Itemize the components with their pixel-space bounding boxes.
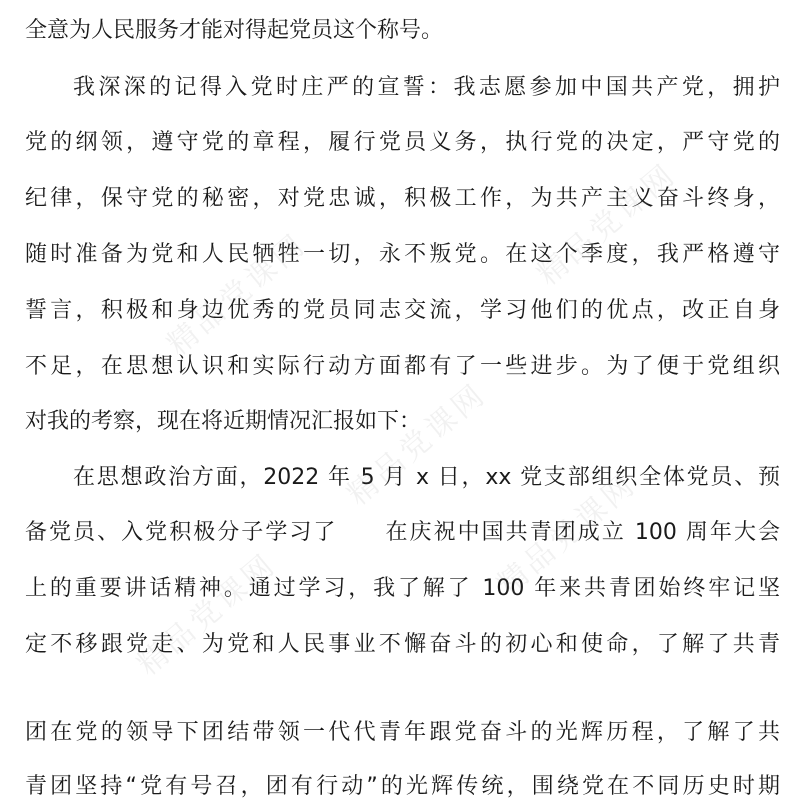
paragraph-line: 随时准备为党和人民牺牲一切，永不叛党。在这个季度，我严格遵守 bbox=[25, 242, 780, 267]
paragraph-line: 备党员、入党积极分子学习了 在庆祝中国共青团成立 100 周年大会 bbox=[25, 520, 780, 545]
watermark: 精品党课网 bbox=[530, 156, 684, 293]
paragraph-line: 全意为人民服务才能对得起党员这个称号。 bbox=[25, 18, 444, 43]
paragraph-line: 上的重要讲话精神。通过学习，我了解了 100 年来共青团始终牢记坚 bbox=[25, 576, 780, 601]
paragraph-line: 不足，在思想认识和实际行动方面都有了一些进步。为了便于党组织 bbox=[25, 354, 780, 379]
watermark: 精品党课网 bbox=[340, 376, 494, 513]
paragraph-line: 纪律，保守党的秘密，对党忠诚，积极工作，为共产主义奋斗终身， bbox=[25, 186, 780, 211]
paragraph-line: 团在党的领导下团结带领一代代青年跟党奋斗的光辉历程，了解了共 bbox=[25, 720, 780, 745]
watermark: 精品党课网 bbox=[160, 226, 314, 363]
paragraph-line: 青团坚持“党有号召，团有行动”的光辉传统，围绕党在不同历史时期 bbox=[25, 774, 780, 799]
paragraph-line: 誓言，积极和身边优秀的党员同志交流，学习他们的优点，改正自身 bbox=[25, 298, 780, 323]
paragraph-line: 在思想政治方面，2022 年 5 月 x 日，xx 党支部组织全体党员、预 bbox=[73, 465, 780, 490]
watermark: 精品党课网 bbox=[130, 546, 284, 683]
paragraph-line: 党的纲领，遵守党的章程，履行党员义务，执行党的决定，严守党的 bbox=[25, 130, 780, 155]
paragraph-line: 对我的考察，现在将近期情况汇报如下： bbox=[25, 409, 422, 434]
paragraph-line: 我深深的记得入党时庄严的宣誓：我志愿参加中国共产党，拥护 bbox=[73, 75, 780, 100]
paragraph-line: 定不移跟党走、为党和人民事业不懈奋斗的初心和使命，了解了共青 bbox=[25, 632, 780, 657]
watermark: 精品党课网 bbox=[490, 466, 644, 603]
